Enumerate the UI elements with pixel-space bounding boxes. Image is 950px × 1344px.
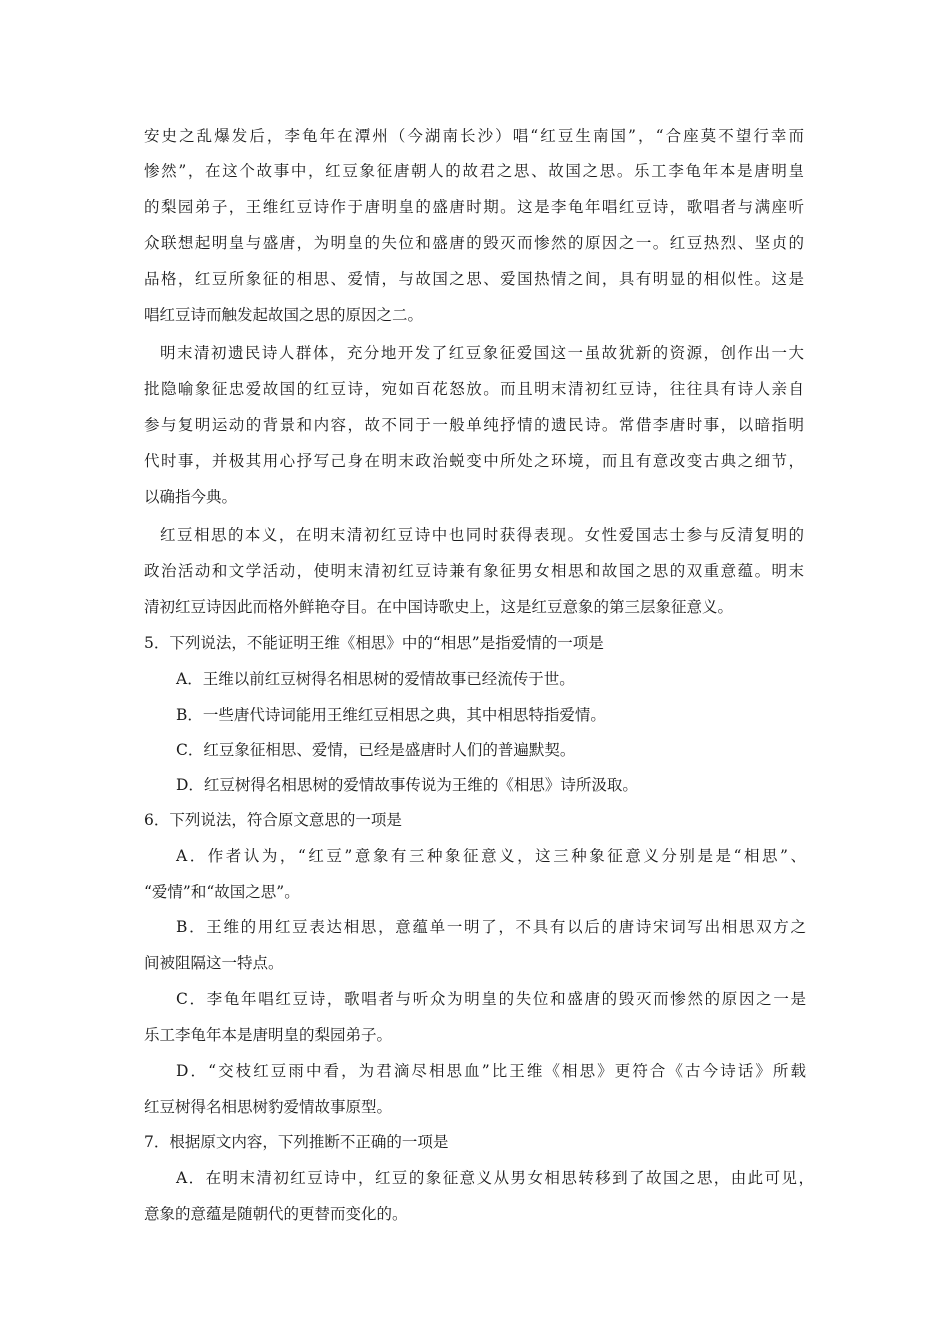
passage-line: 以确指今典。: [144, 488, 238, 506]
question-6-option-c-cont: 乐工李龟年本是唐明皇的梨园弟子。: [144, 1026, 393, 1044]
question-6-option-d: D．“交枝红豆雨中看，为君滴尽相思血”比王维《相思》更符合《古今诗话》所载: [176, 1062, 806, 1080]
passage-line: 安史之乱爆发后，李龟年在潭州（今湖南长沙）唱“红豆生南国”，“合座莫不望行幸而: [144, 127, 804, 145]
passage-line: 惨然”，在这个故事中，红豆象征唐朝人的故君之思、故国之思。乐工李龟年本是唐明皇: [144, 162, 804, 180]
passage-line: 明末清初遗民诗人群体，充分地开发了红豆象征爱国这一虽故犹新的资源，创作出一大: [160, 344, 804, 362]
question-6-option-a: A．作者认为，“红豆”意象有三种象征意义，这三种象征意义分别是是“相思”、: [176, 847, 806, 865]
passage-line: 清初红豆诗因此而格外鲜艳夺目。在中国诗歌史上，这是红豆意象的第三层象征意义。: [144, 598, 734, 616]
question-5-option-a: A．王维以前红豆树得名相思树的爱情故事已经流传于世。: [176, 670, 575, 688]
question-7-stem: 7．根据原文内容，下列推断不正确的一项是: [144, 1133, 449, 1151]
question-5-stem: 5．下列说法，不能证明王维《相思》中的“相思”是指爱情的一项是: [144, 634, 604, 652]
question-5-option-c: C．红豆象征相思、爱情，已经是盛唐时人们的普遍默契。: [176, 741, 576, 759]
question-7-option-a-cont: 意象的意蕴是随朝代的更替而变化的。: [144, 1205, 408, 1223]
passage-line: 政治活动和文学活动，使明末清初红豆诗兼有象征男女相思和故国之思的双重意蕴。明末: [144, 562, 804, 580]
passage-line: 众联想起明皇与盛唐，为明皇的失位和盛唐的毁灭而惨然的原因之一。红豆热烈、坚贞的: [144, 234, 804, 252]
question-6-stem: 6．下列说法，符合原文意思的一项是: [144, 811, 402, 829]
passage-line: 批隐喻象征忠爱故国的红豆诗，宛如百花怒放。而且明末清初红豆诗，往往具有诗人亲自: [144, 380, 804, 398]
passage-line: 红豆相思的本义，在明末清初红豆诗中也同时获得表现。女性爱国志士参与反清复明的: [160, 526, 804, 544]
question-5-option-b: B．一些唐代诗词能用王维红豆相思之典，其中相思特指爱情。: [176, 706, 606, 724]
question-6-option-a-cont: “爱情”和“故国之思”。: [144, 883, 300, 901]
question-6-option-c: C．李龟年唱红豆诗，歌唱者与听众为明皇的失位和盛唐的毁灭而惨然的原因之一是: [176, 990, 806, 1008]
passage-line: 参与复明运动的背景和内容，故不同于一般单纯抒情的遗民诗。常借李唐时事，以暗指明: [144, 416, 804, 434]
question-6-option-d-cont: 红豆树得名相思树豹爱情故事原型。: [144, 1098, 393, 1116]
passage-line: 唱红豆诗而触发起故国之思的原因之二。: [144, 306, 424, 324]
passage-line: 品格，红豆所象征的相思、爱情，与故国之思、爱国热情之间，具有明显的相似性。这是: [144, 270, 804, 288]
question-6-option-b: B．王维的用红豆表达相思，意蕴单一明了，不具有以后的唐诗宋词写出相思双方之: [176, 918, 806, 936]
passage-line: 代时事，并极其用心抒写己身在明末政治蜕变中所处之环境，而且有意改变古典之细节，: [144, 452, 804, 470]
passage-line: 的梨园弟子，王维红豆诗作于唐明皇的盛唐时期。这是李龟年唱红豆诗，歌唱者与满座听: [144, 198, 804, 216]
question-6-option-b-cont: 间被阻隔这一特点。: [144, 954, 284, 972]
question-7-option-a: A．在明末清初红豆诗中，红豆的象征意义从男女相思转移到了故国之思，由此可见，: [176, 1169, 814, 1187]
question-5-option-d: D．红豆树得名相思树的爱情故事传说为王维的《相思》诗所汲取。: [176, 776, 638, 794]
